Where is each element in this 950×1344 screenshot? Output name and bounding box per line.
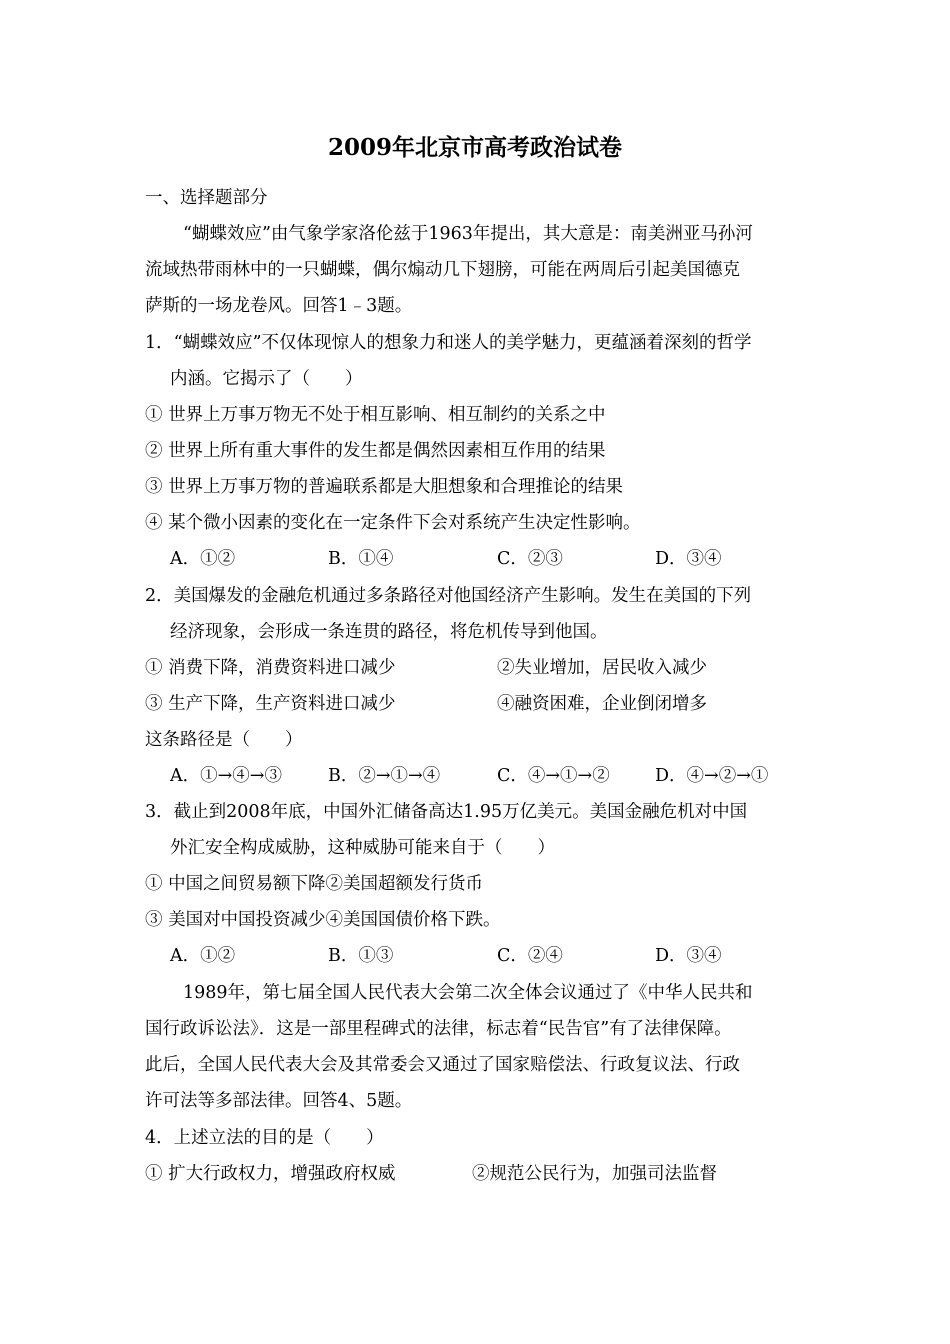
q1-option-c: C．②③	[497, 549, 563, 569]
q2-item: ③ 生产下降，生产资料进口减少	[145, 694, 396, 714]
q2-tail: 这条路径是（ ）	[145, 730, 303, 750]
q2-item: ① 消费下降，消费资料进口减少	[145, 658, 396, 678]
q3-item: ③ 美国对中国投资减少④美国国债价格下跌。	[145, 910, 501, 930]
q1-stem: 内涵。它揭示了（ ）	[170, 369, 363, 389]
passage1-line: 萨斯的一场龙卷风。回答1﹣3题。	[145, 296, 413, 316]
q4-item: ① 扩大行政权力，增强政府权威	[145, 1164, 396, 1184]
passage2-line: 国行政诉讼法》．这是一部里程碑式的法律，标志着“民告官”有了法律保障。	[145, 1019, 732, 1039]
section-heading: 一、选择题部分	[145, 188, 268, 208]
passage1-line: “蝴蝶效应”由气象学家洛伦兹于1963年提出，其大意是：南美洲亚马孙河	[183, 224, 753, 244]
q1-option-a: A．①②	[170, 549, 236, 569]
passage2-line: 1989年，第七届全国人民代表大会第二次全体会议通过了《中华人民共和	[183, 983, 753, 1003]
q1-stem: 1．“蝴蝶效应”不仅体现惊人的想象力和迷人的美学魅力，更蕴涵着深刻的哲学	[145, 333, 752, 353]
q2-item: ④融资困难，企业倒闭增多	[497, 694, 707, 714]
q1-item: ④ 某个微小因素的变化在一定条件下会对系统产生决定性影响。	[145, 513, 641, 533]
document-title: 2009年北京市高考政治试卷	[327, 134, 622, 161]
q3-option-b: B．①③	[328, 946, 394, 966]
q1-option-d: D．③④	[655, 549, 722, 569]
q4-stem: 4．上述立法的目的是（ ）	[145, 1128, 384, 1148]
q1-option-b: B．①④	[328, 549, 394, 569]
q3-stem: 外汇安全构成威胁，这种威胁可能来自于（ ）	[170, 838, 555, 858]
q4-item: ②规范公民行为，加强司法监督	[472, 1164, 717, 1184]
q1-item: ③ 世界上万事万物的普遍联系都是大胆想象和合理推论的结果	[145, 477, 624, 497]
passage2-line: 此后，全国人民代表大会及其常委会又通过了国家赔偿法、行政复议法、行政	[145, 1055, 740, 1075]
q2-option-a: A．①→④→③	[170, 766, 282, 786]
q2-stem: 经济现象，会形成一条连贯的路径，将危机传导到他国。	[170, 622, 608, 642]
q2-stem: 2．美国爆发的金融危机通过多条路径对他国经济产生影响。发生在美国的下列	[145, 586, 752, 606]
q3-stem: 3．截止到2008年底，中国外汇储备高达1.95万亿美元。美国金融危机对中国	[145, 802, 748, 822]
q2-option-d: D．④→②→①	[655, 766, 769, 786]
passage1-line: 流域热带雨林中的一只蝴蝶，偶尔煽动几下翅膀，可能在两周后引起美国德克	[145, 260, 740, 280]
q2-item: ②失业增加，居民收入减少	[497, 658, 707, 678]
q3-item: ① 中国之间贸易额下降②美国超额发行货币	[145, 874, 484, 894]
q1-item: ① 世界上万事万物无不处于相互影响、相互制约的关系之中	[145, 405, 606, 425]
q1-item: ② 世界上所有重大事件的发生都是偶然因素相互作用的结果	[145, 441, 606, 461]
q2-option-c: C．④→①→②	[497, 766, 610, 786]
q3-option-d: D．③④	[655, 946, 722, 966]
q2-option-b: B．②→①→④	[328, 766, 441, 786]
q3-option-c: C．②④	[497, 946, 563, 966]
q3-option-a: A．①②	[170, 946, 236, 966]
passage2-line: 许可法等多部法律。回答4、5题。	[145, 1091, 413, 1111]
